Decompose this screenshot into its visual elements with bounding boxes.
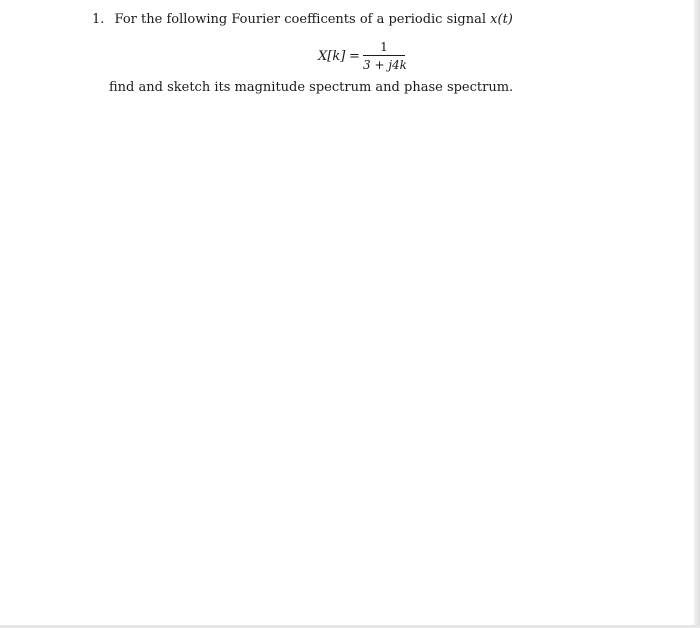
problem-statement	[92, 12, 513, 27]
problem-instruction: find and sketch its magnitude spectrum and phase spectrum.	[109, 80, 514, 95]
problem-number: 1.	[92, 12, 105, 27]
fraction-bar	[363, 55, 405, 56]
signal-symbol: x(t)	[490, 12, 513, 27]
equation-lhs: X[k]	[318, 49, 346, 64]
page-right-edge	[694, 0, 700, 628]
equals-sign: =	[349, 49, 360, 64]
fraction-numerator: 1	[380, 40, 388, 54]
fraction-denominator: 3 + j4k	[363, 58, 407, 72]
problem-intro: For the following Fourier coefficents of a periodic signal	[114, 12, 487, 27]
fraction	[363, 40, 405, 72]
